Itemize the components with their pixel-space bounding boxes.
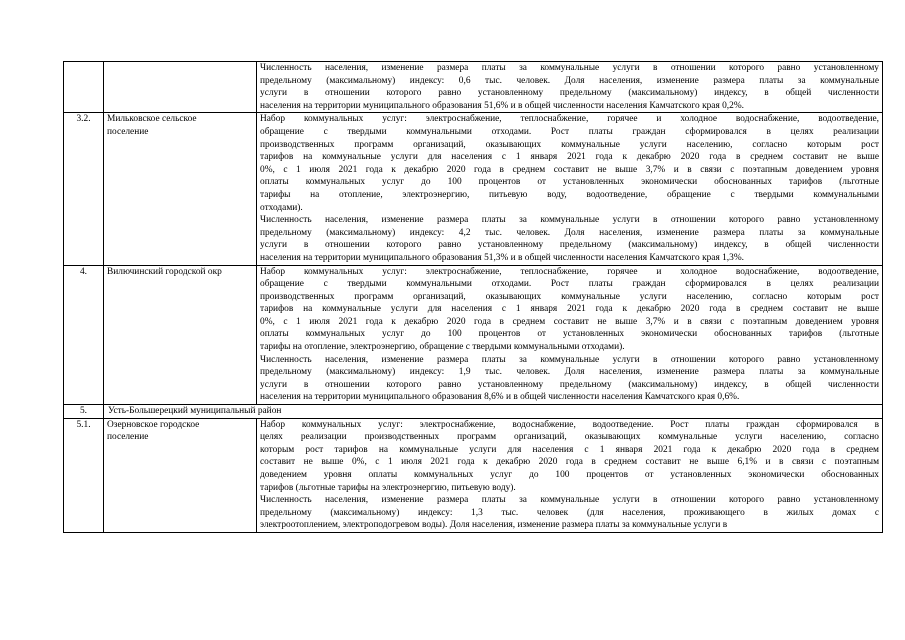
- document-page: [63, 61, 883, 533]
- description-line: отходами).: [260, 202, 303, 213]
- description-line: предельному (максимальному) индексу: 0,6 тыс. человек. Доля населения, изменение размера платы за коммунальные: [260, 75, 879, 86]
- description-line: тарифов (льготные тарифы на электроэнергию, питьевую воду).: [260, 482, 516, 493]
- description-line: услуги в отношении которого равно установленному предельному (максимальному) индексу, в общей численности: [260, 379, 879, 390]
- description-line: производственных программ организаций, оказывающих коммунальные услуги населению, согласно которым рост: [260, 291, 879, 302]
- description-line: населения на территории муниципального образования 51,6% и в общей численности населения Камчатского края 0,2%.: [260, 100, 744, 111]
- description-line: населения на территории муниципального образования 8,6% и в общей численности населения Камчатского края 0,6%.: [260, 392, 740, 403]
- description-line: Численность населения, изменение размера платы за коммунальные услуги в отношении которого равно установленному: [260, 495, 879, 506]
- description-line: составит не выше 0%, с 1 июля 2021 года к декабрю 2020 года в среднем составит не выше 6,1% и в связи с поэтапным: [260, 457, 879, 468]
- description-line: оплаты коммунальных услуг до 100 процентов от установленных экономически обоснованных тарифов (льготные: [260, 329, 879, 340]
- municipality-name: [104, 265, 257, 405]
- description-line: тарифов на коммунальные услуги для населения с 1 января 2021 года к декабрю 2020 года в среднем составит не выше: [260, 152, 879, 163]
- description-line: обращение с твердыми коммунальными отходами. Рост платы граждан сформировался в целях реализации: [260, 279, 879, 290]
- description-line: Численность населения, изменение размера платы за коммунальные услуги в отношении которого равно установленному: [260, 215, 879, 226]
- description-line: тарифов на коммунальные услуги для населения с 1 января 2021 года к декабрю 2020 года в среднем составит не выше: [260, 304, 879, 315]
- description-line: оплаты коммунальных услуг до 100 процентов от установленных экономически обоснованных тарифов (льготные: [260, 177, 879, 188]
- row-number: 5.: [64, 405, 104, 419]
- row-number: 3.2.: [64, 113, 104, 265]
- municipality-name: [104, 62, 257, 113]
- tariff-table: [63, 61, 883, 533]
- description-line: услуги в отношении которого равно установленному предельному (максимальному) индексу, в общей численности: [260, 88, 879, 99]
- municipality-name-line: поселение: [107, 432, 149, 443]
- row-number: 4.: [64, 265, 104, 405]
- description-line: которым рост тарифов на коммунальные услуги для населения с 1 января 2021 года к декабрю 2020 года в среднем: [260, 444, 879, 455]
- description-line: Набор коммунальных услуг: электроснабжение, теплоснабжение, горячее и холодное водоснабжение, водоотведение,: [260, 114, 879, 125]
- table-row: [64, 265, 883, 405]
- row-number: 5.1.: [64, 418, 104, 532]
- description-line: Набор коммунальных услуг: электроснабжение, водоснабжение, водоотведение. Рост платы граждан сформировался в: [260, 419, 879, 430]
- municipality-name-line: поселение: [107, 126, 149, 137]
- municipality-name-line: Мильковское сельское: [107, 114, 197, 125]
- description-line: 0%, с 1 июля 2021 года к декабрю 2020 года в среднем составит не выше 3,7% и в связи с поэтапным доведением уровня: [260, 164, 879, 175]
- description-line: населения на территории муниципального образования 51,3% и в общей численности населения Камчатского края 1,3%.: [260, 252, 744, 263]
- description-line: тарифы на отопление, электроэнергию, питьевую воду, водоотведение, обращение с твердыми коммунальными: [260, 189, 879, 200]
- description-line: Набор коммунальных услуг: электроснабжение, теплоснабжение, горячее и холодное водоснабжение, водоотведение,: [260, 266, 879, 277]
- district-heading: Усть-Большерецкий муниципальный район: [104, 405, 883, 419]
- description-line: услуги в отношении которого равно установленному предельному (максимальному) индексу, в общей численности: [260, 240, 879, 251]
- description-line: целях реализации производственных программ организаций, оказывающих коммунальные услуги населению, согласно: [260, 432, 879, 443]
- description-line: производственных программ организаций, оказывающих коммунальные услуги населению, согласно которым рост: [260, 139, 879, 150]
- table-row: [64, 113, 883, 265]
- description-line: Численность населения, изменение размера платы за коммунальные услуги в отношении которого равно установленному: [260, 354, 879, 365]
- description-line: предельному (максимальному) индексу: 1,9 тыс. человек. Доля населения, изменение размера платы за коммунальные: [260, 367, 879, 378]
- municipality-name-line: Озерновское городское: [107, 419, 200, 430]
- description-line: предельному (максимальному) индексу: 1,3 тыс. человек (для населения, проживающего в жилых домах с: [260, 507, 879, 518]
- municipality-name-line: Вилючинский городской окр: [107, 266, 222, 277]
- table-row: [64, 62, 883, 113]
- tariff-description: [257, 113, 883, 265]
- table-row: [64, 405, 883, 419]
- table-row: [64, 418, 883, 532]
- row-number: [64, 62, 104, 113]
- description-line: 0%, с 1 июля 2021 года к декабрю 2020 года в среднем составит не выше 3,7% и в связи с поэтапным доведением уровня: [260, 316, 879, 327]
- description-line: доведением уровня оплаты коммунальных услуг до 100 процентов от установленных экономически обоснованных: [260, 470, 879, 480]
- municipality-name: [104, 418, 257, 532]
- description-line: Численность населения, изменение размера платы за коммунальные услуги в отношении которого равно установленному: [260, 63, 879, 73]
- description-line: тарифы на отопление, электроэнергию, обращение с твердыми коммунальными отходами).: [260, 342, 625, 353]
- description-line: обращение с твердыми коммунальными отходами. Рост платы граждан сформировался в целях реализации: [260, 126, 879, 137]
- description-line: предельному (максимальному) индексу: 4,2 тыс. человек. Доля населения, изменение размера платы за коммунальные: [260, 227, 879, 238]
- tariff-description: [257, 62, 883, 113]
- tariff-description: [257, 418, 883, 532]
- municipality-name: [104, 113, 257, 265]
- tariff-description: [257, 265, 883, 405]
- description-line: электроотоплением, электроподогревом воды). Доля населения, изменение размера платы за коммунальные услуги в: [260, 520, 728, 531]
